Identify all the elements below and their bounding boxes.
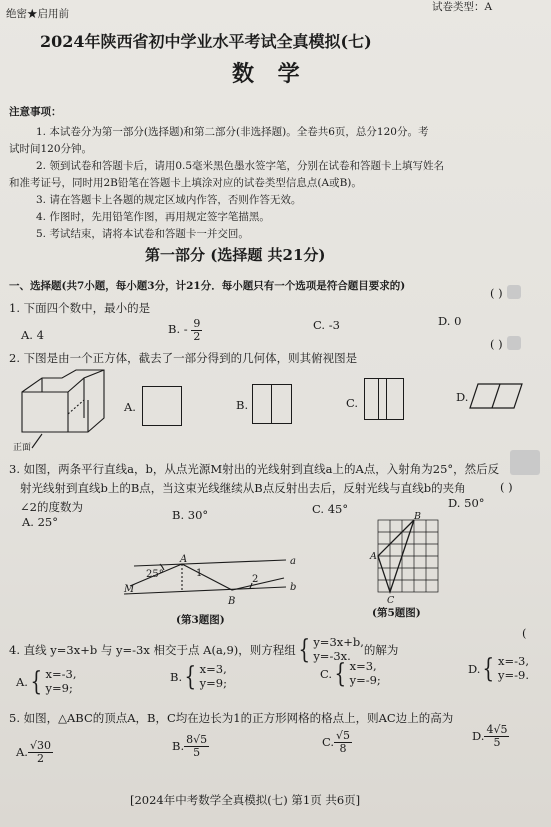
q1-option-b-den: 2 [193, 329, 201, 343]
q3-option-a: A. 25° [22, 515, 58, 529]
q5-caption: (第5题图) [372, 607, 421, 619]
q2-option-c-line1 [378, 379, 379, 419]
q4-sys-row1: y=3x+b, [313, 635, 364, 649]
q2-option-a-square [142, 386, 182, 426]
q2-answer-bracket: ( ) [490, 337, 503, 351]
q3-line-2: 射光线射到直线b上的B点，当这束光线继续从B点反射出去后，反射光线与直线b的夹角 [20, 481, 466, 495]
q5-c-num: √5 [336, 729, 351, 742]
notice-item-4: 4. 作图时，先用铅笔作图，再用规定签字笔描黑。 [36, 211, 270, 223]
paper-type-label: 试卷类型：A [432, 1, 493, 13]
q5-point-a: A [370, 551, 377, 562]
q4-d-r1: x=-3, [498, 654, 529, 668]
q3-point-a: A [180, 554, 188, 565]
q2-mark-smudge [507, 336, 521, 350]
q5-d-num: 4√5 [486, 723, 508, 736]
q1-option-d: D. 0 [438, 314, 462, 328]
q3-line-3: ∠2的度数为 [20, 500, 83, 514]
q4-d-r2: y=-9. [498, 667, 530, 682]
q3-option-d: D. 50° [448, 496, 485, 510]
q3-line-b [124, 587, 286, 594]
q5-option-c [322, 730, 352, 754]
q3-label-b: b [290, 582, 297, 593]
q1-option-c: C. -3 [313, 318, 340, 332]
q3-line-a [134, 560, 286, 566]
section1-heading: 一、选择题(共7小题，每小题3分，计21分．每小题只有一个选项是符合题目要求的) [9, 280, 406, 292]
confidential-mark: 绝密★启用前 [6, 8, 69, 20]
q3-angle-label: 25° [146, 569, 164, 580]
q5-c-den: 8 [339, 741, 347, 755]
q5-a-den: 2 [36, 751, 44, 765]
subject-title: 数 学 [232, 61, 308, 87]
q2-stem: 2. 下图是由一个正方体，截去了一部分得到的几何体，则其俯视图是 [9, 351, 358, 365]
q1-answer-bracket: ( ) [490, 286, 503, 300]
q5-a-num: √30 [29, 739, 51, 752]
q5-option-b [172, 734, 209, 758]
q2-solid-top-edges [22, 370, 104, 392]
q1-option-b-label: B. - [168, 322, 188, 337]
q4-sys-row2: y=-3x. [313, 648, 351, 663]
q2-front-label: 正面 [13, 443, 32, 453]
q5-point-c: C [387, 595, 395, 606]
q4-a-r2: y=9; [45, 680, 73, 695]
q4-stem-pre: 4. 直线 y=3x+b 与 y=-3x 相交于点 A(a,9)，则方程组 [9, 642, 296, 657]
notice-item-2b: 和准考证号，同时用2B铅笔在答题卡上填涂对应的试卷类型信息点(A或B)。 [9, 177, 362, 189]
q2-front-arrow [32, 434, 42, 448]
q1-option-b-num: 9 [193, 317, 201, 330]
q5-option-a [16, 740, 53, 764]
q4-d-label: D. [468, 661, 481, 676]
notice-item-1a: 1. 本试卷分为第一部分(选择题)和第二部分(非选择题)。全卷共6页，总分120分。考 [36, 126, 429, 138]
q4-system: { y=3x+b, y=-3x. [298, 634, 364, 665]
q2-option-b-square [252, 384, 292, 424]
q4-option-a: A. { x=-3, y=9; [16, 666, 77, 697]
q4-c-label: C. [320, 666, 333, 681]
notice-item-3: 3. 请在答题卡上各题的规定区域内作答，否则作答无效。 [36, 194, 302, 206]
q3-point-m: M [124, 584, 135, 595]
q3-caption: (第3题图) [176, 614, 225, 626]
page-footer: [2024年中考数学全真模拟(七) 第1页 共6页] [130, 793, 361, 807]
q4-b-r2: y=9; [199, 675, 227, 690]
q4-b-r1: x=3, [199, 662, 227, 676]
q3-answer-bracket: ( ) [500, 480, 513, 494]
q1-stem: 1. 下面四个数中，最小的是 [9, 301, 151, 315]
q2-option-c-square [364, 378, 404, 420]
q4-option-d: D. { x=-3, y=-9. [468, 653, 530, 684]
q4-c-r2: y=-9; [349, 672, 381, 687]
q3-point-b: B [228, 596, 236, 607]
q4-stem-post: 的解为 [363, 642, 399, 657]
q5-c-label: C. [322, 735, 335, 750]
exam-title: 2024年陕西省初中学业水平考试全真模拟(七) [40, 32, 372, 51]
notice-item-2a: 2. 领到试卷和答题卡后，请用0.5毫米黑色墨水签字笔，分别在试卷和答题卡上填写姓名 [36, 160, 445, 172]
q2-option-b-line [271, 385, 272, 423]
q5-b-label: B. [172, 739, 185, 754]
q3-angle-1: 1 [196, 568, 203, 579]
q1-mark-smudge [507, 285, 521, 299]
q3-figure [124, 552, 304, 608]
q5-d-den: 5 [493, 735, 501, 749]
q3-label-a: a [290, 556, 296, 567]
q4-option-b: B. { x=3, y=9; [170, 661, 227, 692]
q5-option-d [472, 724, 509, 748]
q2-option-b-label: B. [236, 398, 249, 412]
notice-item-1b: 试时间120分钟。 [9, 143, 93, 155]
q4-b-label: B. [170, 669, 183, 684]
q2-option-d-label: D. [456, 390, 469, 404]
q4-option-c: C. { x=3, y=-9; [320, 658, 381, 689]
q2-option-c-label: C. [346, 396, 359, 410]
q2-option-a-label: A. [124, 400, 136, 414]
q4-a-label: A. [16, 674, 28, 689]
q5-d-label: D. [472, 729, 485, 744]
q5-b-num: 8√5 [186, 733, 208, 746]
q4-a-r1: x=-3, [45, 667, 77, 681]
q3-mark-smudge [510, 450, 540, 475]
notice-heading: 注意事项： [9, 106, 62, 118]
q4-c-r1: x=3, [349, 659, 377, 673]
q5-b-den: 5 [193, 745, 201, 759]
q1-option-a: A. 4 [21, 328, 44, 342]
q2-option-c-line2 [386, 379, 387, 419]
q5-grid-figure [370, 512, 460, 604]
part1-title: 第一部分 (选择题 共21分) [145, 246, 326, 264]
q5-point-b: B [414, 511, 421, 522]
q2-option-d-parallelogram [470, 384, 526, 410]
q3-line-1: 3. 如图，两条平行直线a，b，从点光源M射出的光线射到直线a上的A点，入射角为25°，然后反 [9, 462, 500, 476]
q5-stem: 5. 如图，△ABC的顶点A，B，C均在边长为1的正方形网格的格点上，则AC边上的高为 [9, 711, 454, 725]
q3-option-c: C. 45° [312, 502, 349, 516]
notice-item-5: 5. 考试结束，请将本试卷和答题卡一并交回。 [36, 228, 249, 240]
q3-angle-2: 2 [252, 574, 259, 585]
q4-answer-bracket: ( [522, 626, 527, 640]
q1-option-b [168, 318, 202, 342]
q2-solid-outline [22, 370, 104, 432]
q3-option-b: B. 30° [172, 508, 209, 522]
q2-solid-hidden-edge [68, 400, 84, 414]
q5-a-label: A. [16, 745, 28, 760]
q2-solid-figure [18, 370, 118, 440]
